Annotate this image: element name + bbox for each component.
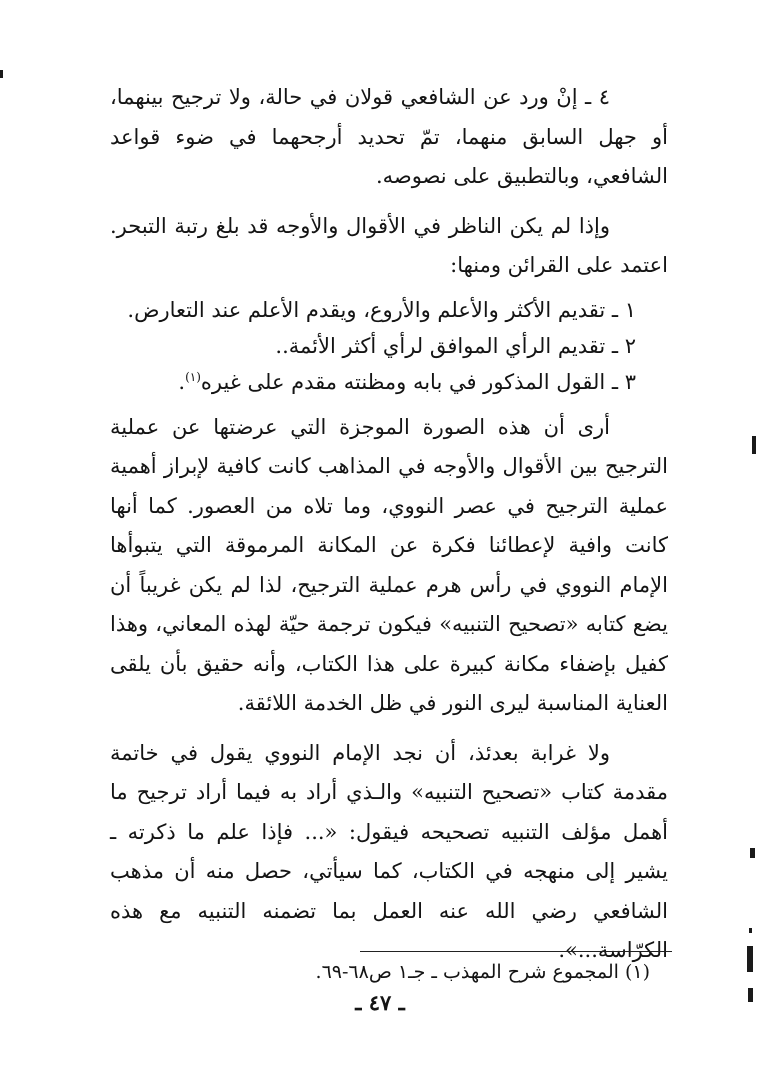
criteria-item-2 [110,328,668,364]
criteria-item-2-text: ٢ ـ تقديم الرأي الموافق لرأي أكثر الأئمة.. [275,333,636,358]
scan-edge-mark [747,946,753,972]
page-number: ـ ٤٧ ـ [355,990,405,1015]
criteria-item-1-text: ١ ـ تقديم الأكثر والأعلم والأروع، ويقدم الأعلم عند التعارض. [127,297,636,322]
page-body [110,78,668,971]
paragraph-view: أرى أن هذه الصورة الموجزة التي عرضتها عن عملية الترجيح بين الأقوال والأوجه في المذاهب كانت كافية لإبراز أهمية عملية الترجيح في عصر النووي، وما تلاه من العصور. كما أنها كانت وافية لإعطائنا فكرة عن المكانة المرموقة التي يتبوأها الإمام النووي في رأس هرم عملية الترجيح، لذا لم يكن غريباً أن يضع كتابه «تصحيح التنبيه» فيكون ترجمة حيّة لهذه المعاني، وهذا كفيل بإضفاء مكانة كبيرة على هذا الكتاب، وأنه حقيق بأن يلقى العناية المناسبة ليرى النور في ظل الخدمة اللائقة. [110,414,668,715]
scan-edge-mark [750,848,755,858]
criteria-item-1 [110,292,668,328]
criteria-item-3-end: . [178,369,186,394]
criteria-item-3 [110,364,668,400]
criteria-item-3-text: ٣ ـ القول المذكور في بابه ومظنته مقدم على غيره [200,369,636,394]
scan-edge-mark [752,436,756,454]
paragraph-point-4: ٤ ـ إنْ ورد عن الشافعي قولان في حالة، ولا ترجيح بينهما، أو جهل السابق منهما، تمّ تحديد أرجحهما في ضوء قواعد الشافعي، وبالتطبيق على نصوصه. [110,85,668,188]
footnote: (١) المجموع شرح المهذب ـ جـ١ ص٦٨-٦٩. [315,961,650,983]
scan-edge-mark [748,988,753,1002]
criteria-list [110,292,668,400]
scan-edge-mark [0,70,3,78]
footnote-divider [360,951,672,952]
paragraph-criteria-intro: وإذا لم يكن الناظر في الأقوال والأوجه قد بلغ رتبة التبحر. اعتمد على القرائن ومنها: [110,213,668,277]
scan-edge-mark [749,928,752,933]
footnote-reference: (١) [185,369,201,384]
paragraph-quote: ولا غرابة بعدئذ، أن نجد الإمام النووي يقول في خاتمة مقدمة كتاب «تصحيح التنبيه» والـذي أراد به فيما أراد ترجيح ما أهمل مؤلف التنبيه تصحيحه فيقول: «... فإذا علم ما ذكرته ـ يشير إلى منهجه في الكتاب، كما سيأتي، حصل منه أن مذهب الشافعي رضي الله عنه العمل بما تضمنه التنبيه مع هذه الكرّاسة...». [110,740,668,962]
